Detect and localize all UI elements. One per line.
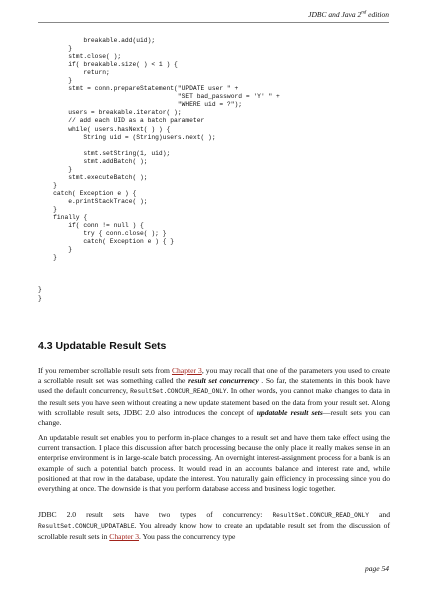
p3-code-updatable: ResultSet.CONCUR_UPDATABLE (38, 523, 135, 531)
code-line: String uid = (String)users.next( ); (38, 133, 216, 141)
paragraph-concurrency-types (38, 510, 390, 543)
code-line: } (38, 286, 42, 294)
paragraph-explanation: An updatable result set enables you to perform in-place changes to a result set and have them take effect using the current transaction. I place this discussion after batch processing because the only place it really makes sense in an enterprise environment is in large-scale batch processing. An overnight interest-assignment process for a bank is an example of such a potential batch process. It would read in an accounts balance and interest rate and, while positioned at that row in the database, update the interest. You naturally gain efficiency in processing since you do everything at once. The downside is that you perform database access and business logic together. (38, 433, 390, 494)
code-line: stmt = conn.prepareStatement("UPDATE user " + (38, 85, 239, 93)
code-line: } (38, 246, 73, 254)
code-line: stmt.setString(1, uid); (38, 149, 171, 157)
page-number: page 54 (365, 564, 389, 573)
code-line: if( conn != null ) { (38, 222, 144, 230)
chapter-3-link[interactable]: Chapter 3 (171, 366, 202, 375)
p3-text-c: . You already know how to create an updatable result set from the discussion of scrollable result sets in (38, 521, 390, 542)
p3-text-b: and (368, 510, 390, 519)
chapter-3-link-2[interactable]: Chapter 3 (109, 532, 140, 542)
code-line: "WHERE uid = ?"); (38, 101, 243, 109)
code-line: users = breakable.iterator( ); (38, 109, 182, 117)
code-line: finally { (38, 214, 88, 222)
code-line: while( users.hasNext( ) ) { (38, 125, 171, 133)
code-line: stmt.addBatch( ); (38, 157, 148, 165)
p3-code-read-only: ResultSet.CONCUR_READ_ONLY (272, 512, 369, 519)
code-line: e.printStackTrace( ); (38, 197, 148, 205)
code-line: breakable.add(uid); (38, 37, 156, 44)
code-line: } (38, 45, 73, 53)
running-header (308, 10, 389, 19)
paragraph-intro (38, 366, 390, 428)
code-line: catch( Exception e ) { } (38, 238, 175, 246)
header-rule (38, 22, 389, 23)
code-line: // add each UID as a batch parameter (38, 117, 205, 125)
code-line: } (38, 205, 57, 213)
p1-text-e: —result sets you can change. (38, 407, 391, 428)
code-listing (38, 37, 280, 303)
section-heading: 4.3 Updatable Result Sets (38, 340, 167, 352)
code-line: catch( Exception e ) { (38, 189, 137, 197)
p3-text-d: . You pass the concurrency type (139, 532, 236, 542)
code-line: stmt.executeBatch( ); (38, 173, 148, 181)
p1-text-a: If you remember scrollable result sets from (38, 366, 172, 375)
p1-term-updatable: updatable result sets (256, 407, 323, 417)
p1-text-b: , you may recall that one of the parameters you used to create a scrollable result set was something called the (38, 366, 391, 386)
code-line: } (38, 165, 73, 173)
code-line: if( breakable.size( ) < 1 ) { (38, 61, 178, 69)
code-line: "SET bad_password = 'Y' " + (38, 93, 280, 101)
p3-text-a: JDBC 2.0 result sets have two types of concurrency: (38, 510, 273, 519)
p1-text-c: . So far, the statements in this book have used the default concurrency, (38, 376, 390, 396)
code-line: } (38, 181, 57, 189)
code-line: stmt.close( ); (38, 53, 122, 61)
code-line: try { conn.close( ); } (38, 230, 167, 238)
code-line: return; (38, 69, 110, 77)
p1-text-d: . In other words, you cannot make changes to data in the result sets you have seen without creating a new update statement based on the data from your result set. Along with scrollable result sets, JDBC 2.0 also introduces the concept of (38, 386, 390, 417)
header-suffix: edition (366, 10, 389, 19)
header-superscript: nd (361, 10, 367, 16)
header-title: JDBC and Java 2 (308, 10, 362, 19)
code-line: } (38, 77, 73, 85)
p1-code-read-only: ResultSet.CONCUR_READ_ONLY (130, 388, 227, 396)
code-line: } (38, 294, 42, 302)
p1-term-concurrency: result set concurrency (188, 376, 259, 386)
code-line: } (38, 254, 57, 262)
